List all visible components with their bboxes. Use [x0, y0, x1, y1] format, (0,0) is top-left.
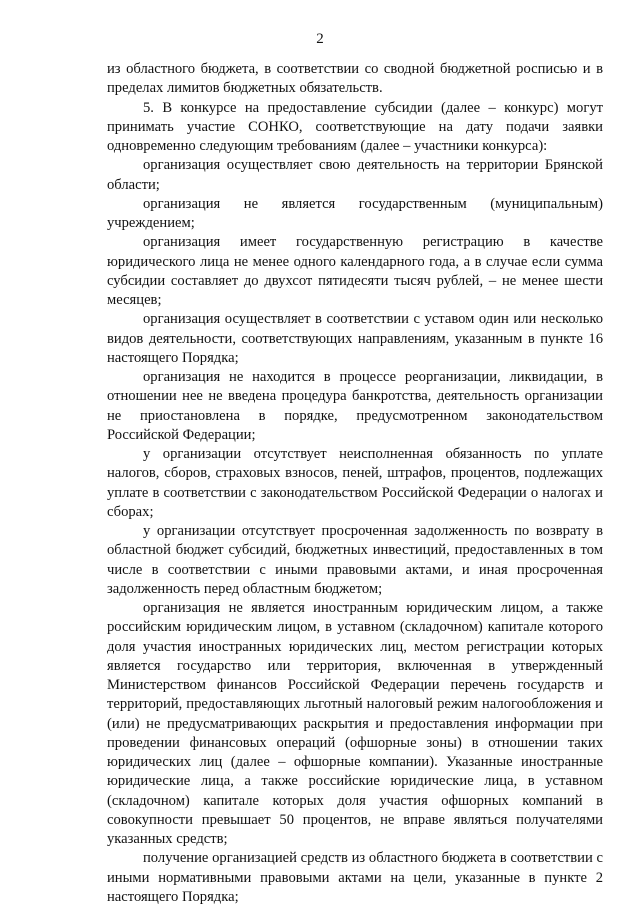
paragraph-requirement-activities: организация осуществляет в соответствии с уставом один или несколько видов деятельности, соответствующих направлениям, указанным в пункте 16 настоящего Порядка; [107, 311, 603, 366]
paragraph-requirement-no-budget-debt: у организации отсутствует просроченная задолженность по возврату в областной бюджет субсидий, бюджетных инвестиций, предоставленных в том числе в соответствии с иными правовыми актами, и иная просроченная задолженность перед областным бюджетом; [107, 523, 603, 597]
paragraph-requirement-registration: организация имеет государственную регистрацию в качестве юридического лица не менее одного календарного года, а в случае если сумма субсидии составляет до двухсот пятидесяти тысяч рублей, – не менее шести месяцев; [107, 234, 603, 308]
paragraph-requirement-no-liquidation: организация не находится в процессе реорганизации, ликвидации, в отношении нее не введена процедура банкротства, деятельность организации не приостановлена в порядке, предусмотренном законодательством Российской Федерации; [107, 369, 603, 443]
page-number: 2 [316, 31, 324, 47]
paragraph-requirement-not-foreign: организация не является иностранным юридическим лицом, а также российским юридическим лицом, в уставном (складочном) капитале которого доля участия иностранных юридических лиц, местом регистрации которых является государство или территория, включенная в утвержденный Министерством финансов Российской Федерации перечень государств и территорий, предоставляющих льготный налоговый режим налогообложения и (или) не предусматривающих раскрытия и предоставления информации при проведении финансовых операций (офшорные зоны) в отношении таких юридических лиц (далее – офшорные компании). Указанные иностранные юридические лица, а также российские юридические лица, в уставном (складочном) капитале которых доля участия офшорных компаний в совокупности превышает 50 процентов, не вправе являться получателями указанных средств; [107, 600, 603, 847]
paragraph-item-5-contest: 5. В конкурсе на предоставление субсидии (далее – конкурс) могут принимать участие СОНКО, соответствующие на дату подачи заявки одновременно следующим требованиям (далее – участники конкурса): [107, 99, 603, 154]
paragraph-requirement-territory: организация осуществляет свою деятельность на территории Брянской области; [107, 157, 603, 193]
paragraph-requirement-no-tax-debt: у организации отсутствует неисполненная обязанность по уплате налогов, сборов, страховых взносов, пеней, штрафов, процентов, подлежащих уплате в соответствии с законодательством Российской Федерации о налогах и сборах; [107, 446, 603, 520]
paragraph-budget-continuation: из областного бюджета, в соответствии со сводной бюджетной росписью и в пределах лимитов бюджетных обязательств. [107, 61, 603, 97]
document-body [107, 60, 603, 907]
paragraph-requirement-no-other-funding: получение организацией средств из областного бюджета в соответствии с иными нормативными правовыми актами на цели, указанные в пункте 2 настоящего Порядка; [107, 850, 603, 905]
paragraph-requirement-not-state-institution: организация не является государственным (муниципальным) учреждением; [107, 195, 603, 231]
